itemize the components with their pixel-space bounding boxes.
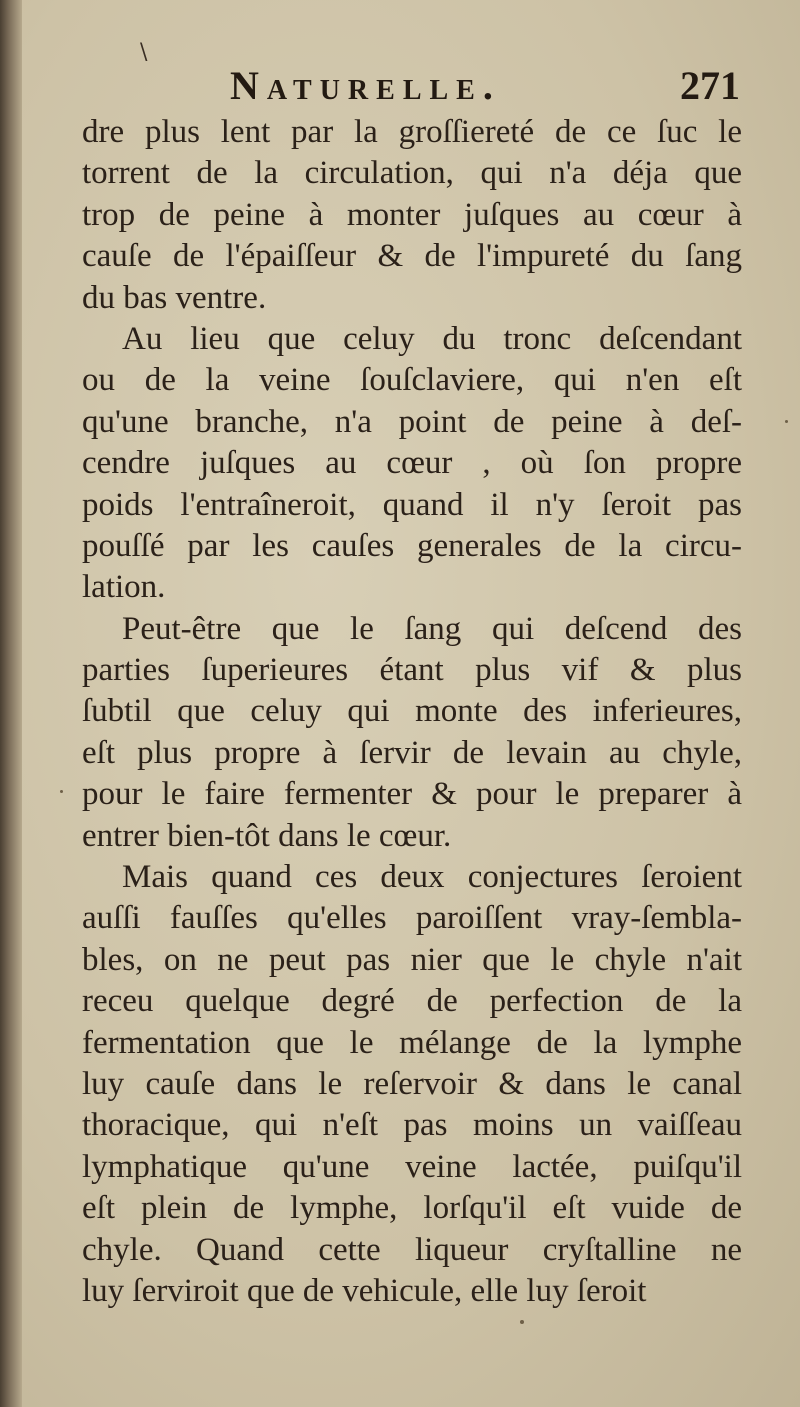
running-head: Naturelle.: [230, 63, 501, 108]
text-line: ou de la veine ſouſclaviere, qui n'en eſt: [82, 362, 742, 399]
text-line: thoracique, qui n'eſt pas moins un vaiſſeau: [82, 1107, 742, 1144]
text-line: fermentation que le mélange de la lymphe: [82, 1024, 742, 1061]
text-line: Peut-être que le ſang qui deſcend des: [122, 610, 742, 647]
text-line: dre plus lent par la groſſiereté de ce ſuc le: [82, 114, 742, 150]
paper-speck: [520, 1320, 524, 1324]
paper-speck: [785, 420, 788, 423]
text-line: luy ſerviroit que de vehicule, elle luy ſeroit: [82, 1272, 647, 1309]
text-line: eſt plus propre à ſervir de levain au chyle,: [82, 734, 742, 771]
text-line: trop de peine à monter juſques au cœur à: [82, 196, 742, 233]
text-line: entrer bien-tôt dans le cœur.: [82, 817, 452, 854]
paper-speck: [60, 790, 63, 793]
text-line: cendre juſques au cœur , où ſon propre: [82, 445, 742, 482]
text-line: receu quelque degré de perfection de la: [82, 983, 742, 1020]
text-line: torrent de la circulation, qui n'a déja que: [82, 155, 742, 192]
text-line: chyle. Quand cette liqueur cryſtalline ne: [82, 1231, 742, 1268]
text-line: bles, on ne peut pas nier que le chyle n'ait: [82, 941, 742, 978]
text-line: du bas ventre.: [82, 279, 267, 316]
text-line: eſt plein de lymphe, lorſqu'il eſt vuide de: [82, 1190, 742, 1227]
page-gutter-shadow: [0, 0, 22, 1407]
text-line: lymphatique qu'une veine lactée, puiſqu'il: [82, 1148, 742, 1185]
text-line: Mais quand ces deux conjectures ſeroient: [122, 859, 742, 896]
text-line: ſubtil que celuy qui monte des inferieures,: [82, 693, 742, 730]
margin-mark: \: [140, 40, 148, 65]
body-text: [82, 112, 742, 1312]
text-line: poids l'entraîneroit, quand il n'y ſeroit pas: [82, 486, 742, 523]
text-line: Au lieu que celuy du tronc deſcendant: [122, 320, 742, 357]
text-line: parties ſuperieures étant plus vif & plus: [82, 652, 742, 689]
page-number: 271: [680, 63, 740, 108]
text-line: auſſi fauſſes qu'elles paroiſſent vray-ſembla-: [82, 900, 742, 937]
text-line: lation.: [82, 569, 166, 606]
text-line: qu'une branche, n'a point de peine à deſ-: [82, 403, 742, 440]
text-line: cauſe de l'épaiſſeur & de l'impureté du ſang: [82, 238, 742, 275]
text-line: pouſſé par les cauſes generales de la circu-: [82, 527, 742, 564]
page-header: [210, 62, 740, 112]
text-line: luy cauſe dans le reſervoir & dans le canal: [82, 1065, 742, 1102]
text-line: pour le faire fermenter & pour le preparer à: [82, 776, 742, 813]
